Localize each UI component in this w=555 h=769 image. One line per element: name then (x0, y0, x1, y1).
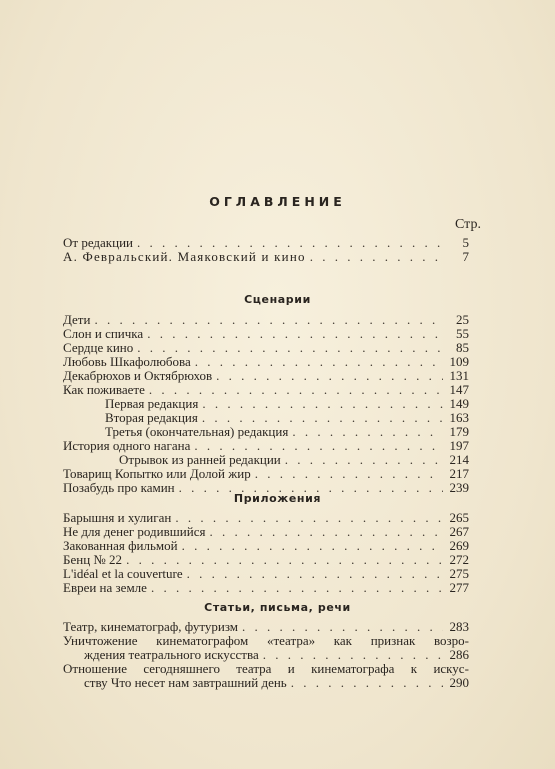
word: Уничтожение (63, 633, 138, 648)
toc-entry (63, 312, 469, 327)
toc-entry (63, 510, 469, 525)
toc-subentry (119, 452, 469, 467)
toc-subentry (105, 396, 469, 411)
entry-page: 277 (449, 580, 469, 595)
entry-page: 147 (449, 382, 469, 397)
dot-leader (285, 452, 443, 467)
entry-title: ству Что несет нам завтрашний день (84, 675, 287, 690)
dot-leader (137, 235, 443, 250)
entry-title: От редакции (63, 235, 133, 250)
entry-page: 5 (462, 235, 469, 250)
toc-entry (63, 552, 469, 567)
dot-leader (194, 438, 443, 453)
section-heading-scenarios: Сценарии (244, 293, 311, 306)
entry-page: 179 (449, 424, 469, 439)
dot-leader (291, 675, 443, 690)
entry-page: 217 (449, 466, 469, 481)
dot-leader (182, 538, 443, 553)
word: как (333, 633, 352, 648)
toc-entry (63, 249, 469, 264)
toc-entry (63, 524, 469, 539)
entry-page: 131 (449, 368, 469, 383)
dot-leader (195, 354, 443, 369)
page-column-label: Стр. (455, 217, 481, 232)
dot-leader (216, 368, 443, 383)
entry-title: Позабудь про камин (63, 480, 175, 495)
dot-leader (202, 396, 443, 411)
toc-entry-continuation (84, 647, 469, 662)
entry-page: 283 (449, 619, 469, 634)
entry-title: Отрывок из ранней редакции (119, 452, 281, 467)
toc-subentry (105, 424, 469, 439)
word: к (410, 661, 418, 676)
entry-title: ждения театрального искусства (84, 647, 259, 662)
word: и (287, 661, 295, 676)
entry-title: Любовь Шкафолюбова (63, 354, 191, 369)
entry-title: Закованная фильмой (63, 538, 178, 553)
entry-title: Первая редакция (105, 396, 199, 411)
entry-title: Вторая редакция (105, 410, 198, 425)
entry-page: 269 (449, 538, 469, 553)
toc-entry (63, 580, 469, 595)
entry-page: 197 (449, 438, 469, 453)
dot-leader (292, 424, 443, 439)
toc-entry (63, 538, 469, 553)
entry-title: Декабрюхов и Октябрюхов (63, 368, 213, 383)
dot-leader (147, 326, 443, 341)
entry-page: 275 (449, 566, 469, 581)
entry-title: Товарищ Копытко или Долой жир (63, 466, 251, 481)
section-heading-articles: Статьи, письма, речи (204, 601, 351, 614)
entry-title: Дети (63, 312, 91, 327)
toc-entry (63, 354, 469, 369)
entry-page: 267 (449, 524, 469, 539)
entry-title: Бенц № 22 (63, 552, 123, 567)
dot-leader (151, 580, 443, 595)
entry-title: Барышня и хулиган (63, 510, 172, 525)
entry-page: 286 (449, 647, 469, 662)
toc-entry (63, 235, 469, 250)
dot-leader (263, 647, 443, 662)
word: кинематографа (311, 661, 395, 676)
toc-title: ОГЛАВЛЕНИЕ (209, 194, 346, 209)
toc-entry (63, 368, 469, 383)
dot-leader (310, 249, 443, 264)
toc-entry-line (63, 633, 469, 648)
dot-leader (202, 410, 443, 425)
dot-leader (187, 566, 443, 581)
toc-entry (63, 382, 469, 397)
toc-entry-line (63, 661, 469, 676)
entry-page: 272 (449, 552, 469, 567)
entry-page: 85 (456, 340, 469, 355)
section-heading-appendices: Приложения (233, 492, 322, 505)
entry-page: 7 (462, 249, 469, 264)
entry-page: 149 (449, 396, 469, 411)
word: искус- (433, 661, 469, 676)
word: признак (370, 633, 416, 648)
entry-page: 25 (456, 312, 469, 327)
dot-leader (209, 524, 443, 539)
entry-page: 163 (449, 410, 469, 425)
entry-title: Третья (окончательная) редакция (105, 424, 289, 439)
dot-leader (255, 466, 443, 481)
entry-title: Сердце кино (63, 340, 134, 355)
entry-page: 55 (456, 326, 469, 341)
entry-page: 239 (449, 480, 469, 495)
toc-entry (63, 340, 469, 355)
dot-leader (137, 340, 443, 355)
entry-page: 214 (449, 452, 469, 467)
word: «театра» (266, 633, 316, 648)
entry-page: 109 (449, 354, 469, 369)
entry-title: Не для денег родившийся (63, 524, 206, 539)
word: возро- (433, 633, 469, 648)
toc-entry (63, 326, 469, 341)
dot-leader (94, 312, 443, 327)
word: сегодняшнего (143, 661, 220, 676)
toc-entry-continuation (84, 675, 469, 690)
dot-leader (175, 510, 443, 525)
entry-title: Слон и спичка (63, 326, 144, 341)
entry-title: Евреи на земле (63, 580, 147, 595)
entry-title: L'idéal et la couverture (63, 566, 183, 581)
dot-leader (126, 552, 443, 567)
entry-title: А. Февральский. Маяковский и кино (63, 249, 306, 264)
word: театра (236, 661, 272, 676)
entry-title: История одного нагана (63, 438, 191, 453)
toc-entry (63, 566, 469, 581)
word: кинематографом (156, 633, 249, 648)
dot-leader (242, 619, 443, 634)
word: Отношение (63, 661, 127, 676)
entry-title: Театр, кинематограф, футуризм (63, 619, 238, 634)
entry-page: 265 (449, 510, 469, 525)
toc-entry (63, 438, 469, 453)
entry-title: Как поживаете (63, 382, 145, 397)
dot-leader (149, 382, 443, 397)
toc-entry (63, 466, 469, 481)
toc-entry (63, 619, 469, 634)
entry-page: 290 (449, 675, 469, 690)
toc-subentry (105, 410, 469, 425)
